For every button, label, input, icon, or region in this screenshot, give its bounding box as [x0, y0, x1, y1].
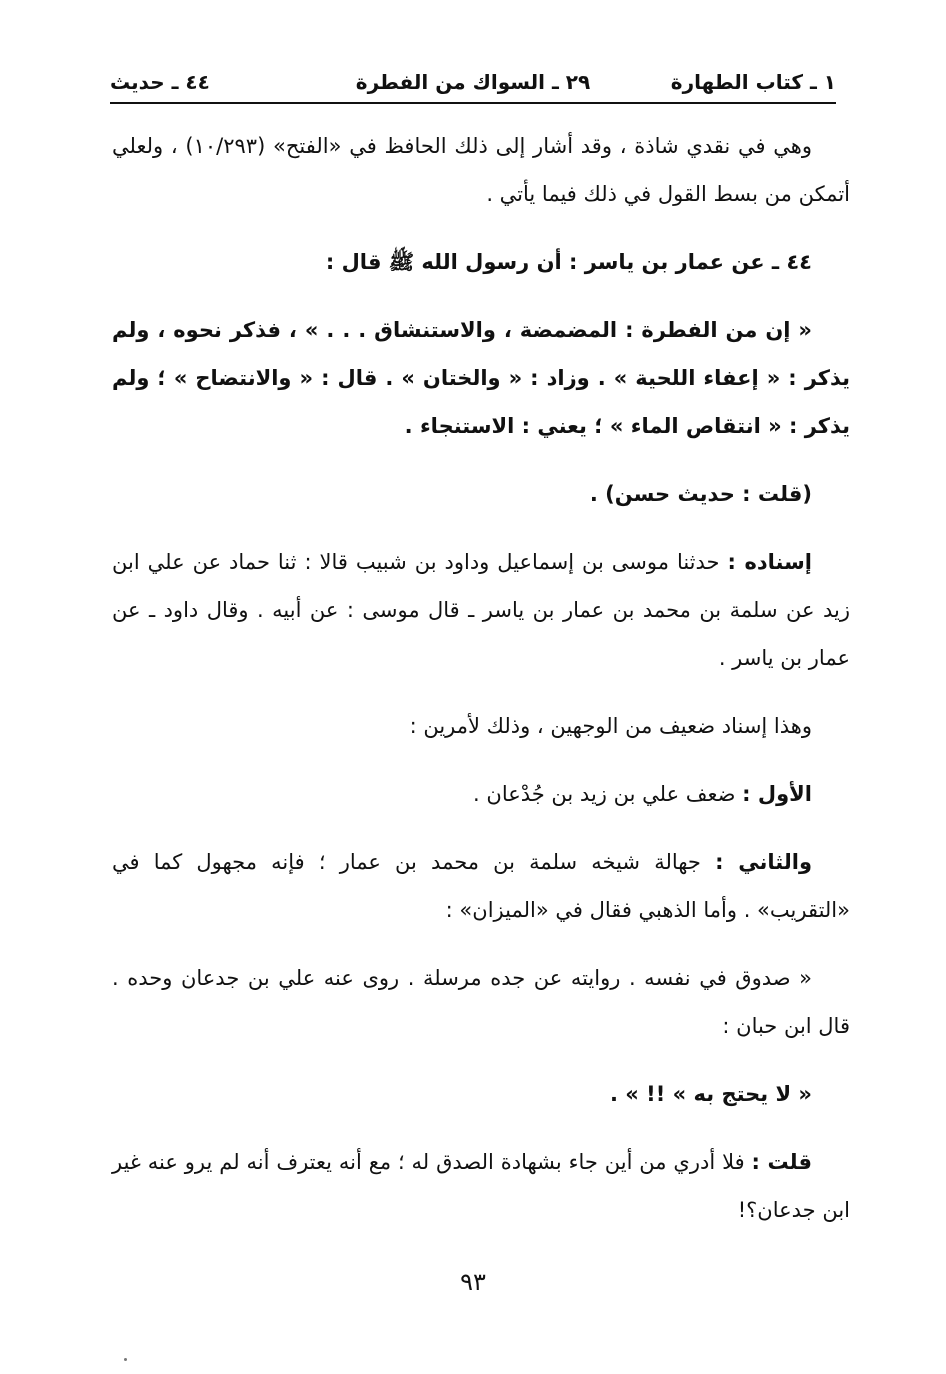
scan-speck — [124, 1358, 127, 1361]
conclusion-label: قلت : — [751, 1150, 812, 1174]
header-chapter-title: ٢٩ ـ السواك من الفطرة — [355, 70, 591, 94]
second-reason-label: والثاني : — [715, 850, 812, 874]
paragraph-commentary-intro: وهي في نقدي شاذة ، وقد أشار إلى ذلك الحافظ في «الفتح» (١٠/٢٩٣) ، ولعلي أتمكن من بسط القول في ذلك فيما يأتي . — [112, 134, 850, 206]
second-reason-text: جهالة شيخه سلمة بن محمد بن عمار ؛ فإنه مجهول كما في «التقريب» . وأما الذهبي فقال في «الميزان» : — [112, 850, 850, 922]
isnad-text: حدثنا موسى بن إسماعيل وداود بن شبيب قالا : ثنا حماد عن علي ابن زيد عن سلمة بن محمد بن عمار بن ياسر ـ قال موسى : عن أبيه . وقال داود ـ عن عمار بن ياسر . — [112, 550, 850, 670]
hadith-grade: (قلت : حديث حسن) . — [589, 482, 812, 506]
paragraph-ibn-hibban-quote: « لا يحتج به » !! » . — [610, 1082, 812, 1106]
header-hadith-number: ٤٤ ـ حديث — [110, 70, 210, 94]
paragraph-dhahabi-quote: « صدوق في نفسه . روايته عن جده مرسلة . روى عنه علي بن جدعان وحده . قال ابن حبان : — [112, 966, 850, 1038]
page-body — [112, 122, 850, 1254]
paragraph-second-reason — [112, 838, 850, 934]
running-header — [110, 64, 836, 100]
first-reason-label: الأول : — [742, 782, 812, 806]
conclusion-text: فلا أدري من أين جاء بشهادة الصدق له ؛ مع أنه يعترف أنه لم يرو عنه غير ابن جدعان؟! — [112, 1150, 850, 1222]
header-rule — [110, 102, 836, 104]
page-number: ٩٣ — [460, 1268, 486, 1296]
first-reason-text: ضعف علي بن زيد بن جُدْعان . — [473, 782, 743, 806]
paragraph-isnad — [112, 538, 850, 682]
hadith-heading: ٤٤ ـ عن عمار بن ياسر : أن رسول الله ﷺ قال : — [325, 250, 812, 274]
hadith-text: « إن من الفطرة : المضمضة ، والاستنشاق . . . » ، فذكر نحوه ، ولم يذكر : « إعفاء اللحية » . وزاد : « والختان » . قال : « والانتضاح » ؛ ولم يذكر : « انتقاص الماء » ؛ يعني : الاستنجاء . — [112, 318, 850, 438]
paragraph-weakness: وهذا إسناد ضعيف من الوجهين ، وذلك لأمرين : — [409, 714, 812, 738]
isnad-label: إسناده : — [727, 550, 812, 574]
paragraph-first-reason — [112, 770, 850, 818]
header-book-title: ١ ـ كتاب الطهارة — [670, 70, 836, 94]
paragraph-conclusion — [112, 1138, 850, 1234]
